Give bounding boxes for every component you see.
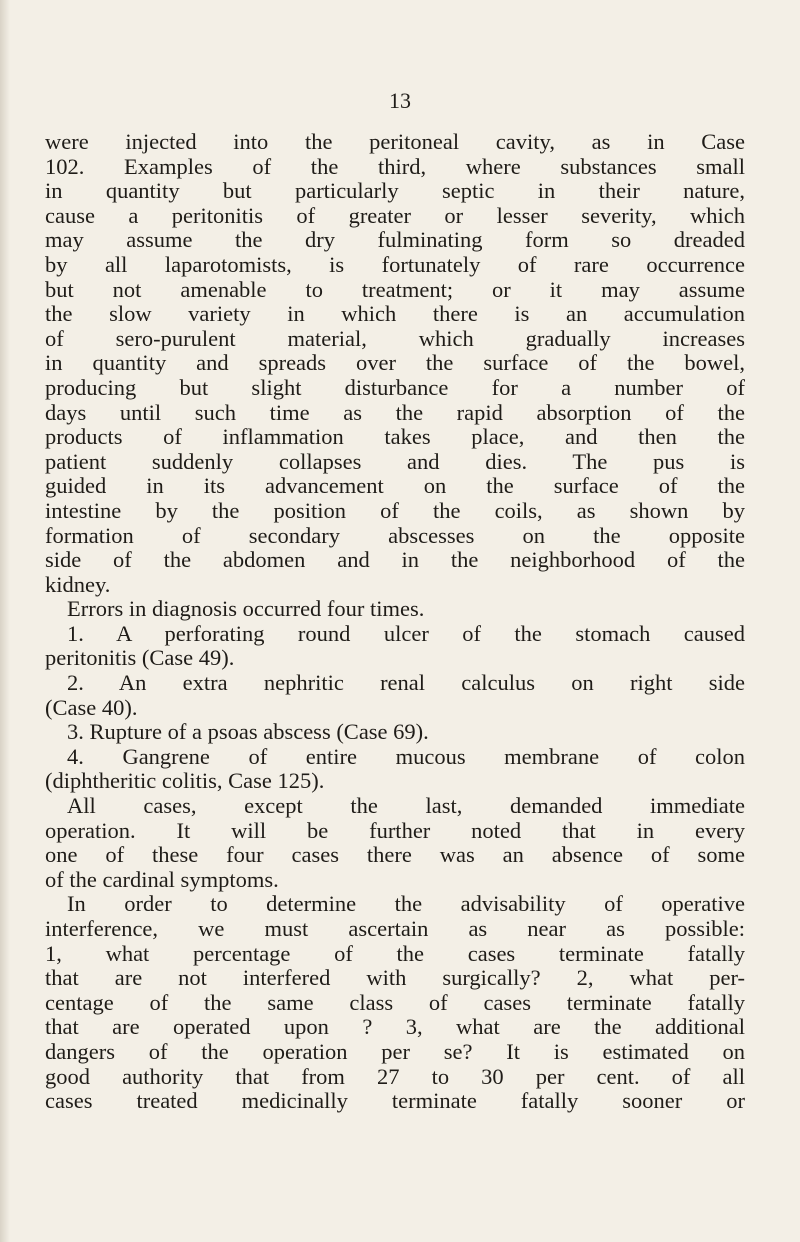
text-line: cause a peritonitis of greater or lesser severity, which bbox=[45, 202, 745, 228]
text-line: of sero-purulent material, which gradually increases bbox=[45, 325, 745, 351]
text-line: were injected into the peritoneal cavity, as in Case bbox=[45, 129, 745, 154]
text-line: 1. A perforating round ulcer of the stomach caused bbox=[67, 620, 745, 646]
text-line: in quantity but particularly septic in their nature, bbox=[45, 178, 745, 204]
text-line: may assume the dry fulminating form so dreaded bbox=[45, 227, 745, 253]
text-line: days until such time as the rapid absorption of the bbox=[45, 399, 745, 425]
text-line: of the cardinal symptoms. bbox=[45, 866, 279, 892]
text-line: cases treated medicinally terminate fatally sooner or bbox=[45, 1088, 745, 1114]
text-line: products of inflammation takes place, and then the bbox=[45, 424, 745, 450]
text-line: by all laparotomists, is fortunately of rare occurrence bbox=[45, 251, 745, 277]
text-line: interference, we must ascertain as near as possible: bbox=[45, 916, 745, 941]
body-text bbox=[45, 130, 745, 1114]
text-line: patient suddenly collapses and dies. The pus is bbox=[45, 448, 745, 474]
page-number: 13 bbox=[389, 88, 411, 113]
text-line: in quantity and spreads over the surface of the bowel, bbox=[45, 350, 745, 376]
text-line: (Case 40). bbox=[45, 694, 138, 720]
text-line: one of these four cases there was an absence of some bbox=[45, 842, 745, 868]
text-line: (diphtheritic colitis, Case 125). bbox=[45, 768, 325, 794]
text-line: kidney. bbox=[45, 571, 111, 597]
text-line: centage of the same class of cases terminate fatally bbox=[45, 989, 745, 1015]
text-line: guided in its advancement on the surface of the bbox=[45, 473, 745, 499]
text-line: the slow variety in which there is an accumulation bbox=[45, 301, 745, 327]
text-line: 4. Gangrene of entire mucous membrane of colon bbox=[67, 743, 745, 769]
text-line: that are not interfered with surgically? 2, what per- bbox=[45, 965, 745, 991]
text-line: good authority that from 27 to 30 per cent. of all bbox=[45, 1063, 745, 1089]
text-line: Errors in diagnosis occurred four times. bbox=[67, 596, 425, 622]
text-line: All cases, except the last, demanded immediate bbox=[67, 793, 745, 819]
text-line: In order to determine the advisability of operative bbox=[67, 891, 745, 917]
text-line: producing but slight disturbance for a number of bbox=[45, 374, 745, 400]
text-line: that are operated upon ? 3, what are the additional bbox=[45, 1014, 745, 1040]
text-line: 1, what percentage of the cases terminate fatally bbox=[45, 940, 745, 966]
text-line: 2. An extra nephritic renal calculus on right side bbox=[67, 670, 745, 696]
text-line: operation. It will be further noted that in every bbox=[45, 817, 745, 843]
text-line: 102. Examples of the third, where substances small bbox=[45, 153, 745, 179]
text-line: intestine by the position of the coils, as shown by bbox=[45, 497, 745, 523]
text-line: but not amenable to treatment; or it may assume bbox=[45, 276, 745, 302]
text-line: dangers of the operation per se? It is estimated on bbox=[45, 1038, 745, 1064]
text-line: side of the abdomen and in the neighborhood of the bbox=[45, 547, 745, 573]
text-line: 3. Rupture of a psoas abscess (Case 69). bbox=[67, 719, 429, 745]
text-line: peritonitis (Case 49). bbox=[45, 645, 235, 671]
page-edge-shadow bbox=[0, 0, 10, 1242]
text-line: formation of secondary abscesses on the opposite bbox=[45, 522, 745, 548]
